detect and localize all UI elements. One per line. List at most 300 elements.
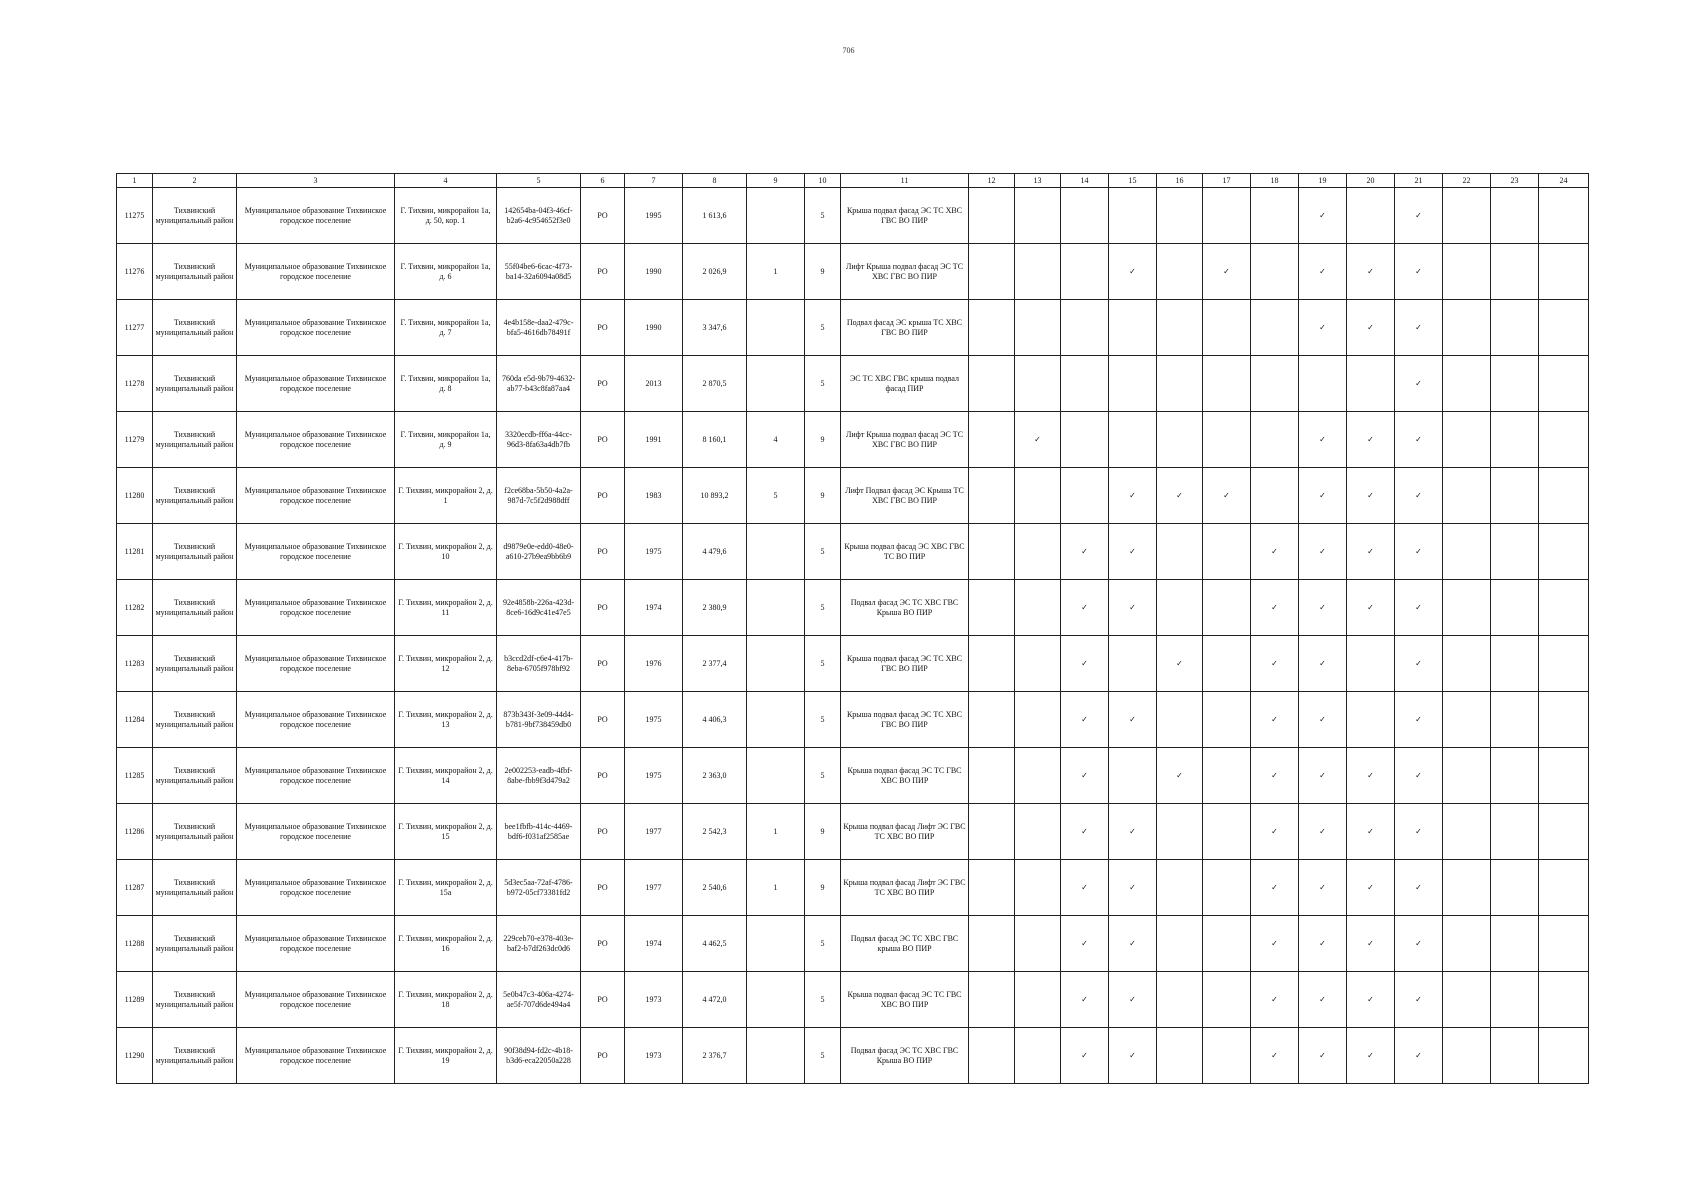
checkmark-icon: ✓ [1395, 636, 1443, 692]
record-number: 11282 [117, 580, 153, 636]
empty-cell [1203, 860, 1251, 916]
column-10-cell: 5 [805, 972, 841, 1028]
empty-cell [1203, 1028, 1251, 1084]
empty-cell [1015, 244, 1061, 300]
empty-cell [1157, 300, 1203, 356]
area-cell: 4 479,6 [683, 524, 747, 580]
table-row [117, 244, 1589, 300]
checkmark-icon: ✓ [1347, 524, 1395, 580]
column-number-header: 19 [1299, 174, 1347, 188]
record-number: 11280 [117, 468, 153, 524]
address-cell: Г. Тихвин, микрорайон 2, д. 19 [395, 1028, 497, 1084]
column-10-cell: 5 [805, 748, 841, 804]
checkmark-icon: ✓ [1299, 860, 1347, 916]
works-list-cell: Крыша подвал фасад ЭС ТС ГВС ХВС ВО ПИР [841, 972, 969, 1028]
checkmark-icon: ✓ [1251, 748, 1299, 804]
record-number: 11279 [117, 412, 153, 468]
checkmark-icon: ✓ [1395, 972, 1443, 1028]
empty-cell [1443, 524, 1491, 580]
column-number-header: 6 [581, 174, 625, 188]
works-list-cell: Крыша подвал фасад ЭС ТС ХВС ГВС ВО ПИР [841, 636, 969, 692]
table-row [117, 412, 1589, 468]
municipality-cell: Муниципальное образование Тихвинское городское поселение [237, 972, 395, 1028]
checkmark-icon: ✓ [1109, 524, 1157, 580]
guid-cell: 55f04be6-6cac-4f73-ba14-32a6094a08d5 [497, 244, 581, 300]
guid-cell: 3320ecdb-ff6a-44cc-96d3-8fa63a4db7fb [497, 412, 581, 468]
municipality-cell: Муниципальное образование Тихвинское городское поселение [237, 580, 395, 636]
table-row [117, 468, 1589, 524]
checkmark-icon: ✓ [1299, 300, 1347, 356]
table-row [117, 916, 1589, 972]
district-cell: Тихвинский муниципальный район [153, 972, 237, 1028]
type-cell: РО [581, 636, 625, 692]
empty-cell [969, 356, 1015, 412]
empty-cell [1491, 300, 1539, 356]
district-cell: Тихвинский муниципальный район [153, 300, 237, 356]
empty-cell [1539, 860, 1589, 916]
column-number-header: 16 [1157, 174, 1203, 188]
area-cell: 2 363,0 [683, 748, 747, 804]
year-cell: 1977 [625, 860, 683, 916]
empty-cell [1539, 804, 1589, 860]
district-cell: Тихвинский муниципальный район [153, 860, 237, 916]
empty-cell [1157, 916, 1203, 972]
empty-cell [1157, 524, 1203, 580]
column-9-cell [747, 1028, 805, 1084]
checkmark-icon: ✓ [1395, 188, 1443, 244]
empty-cell [1443, 244, 1491, 300]
column-9-cell: 4 [747, 412, 805, 468]
district-cell: Тихвинский муниципальный район [153, 468, 237, 524]
year-cell: 1991 [625, 412, 683, 468]
guid-cell: 142654ba-04f3-46cf-b2a6-4c954652f3e0 [497, 188, 581, 244]
address-cell: Г. Тихвин, микрорайон 2, д. 16 [395, 916, 497, 972]
empty-cell [1491, 244, 1539, 300]
empty-cell [1443, 188, 1491, 244]
record-number: 11281 [117, 524, 153, 580]
empty-cell [969, 804, 1015, 860]
record-number: 11287 [117, 860, 153, 916]
column-10-cell: 5 [805, 524, 841, 580]
record-number: 11288 [117, 916, 153, 972]
checkmark-icon: ✓ [1299, 748, 1347, 804]
type-cell: РО [581, 188, 625, 244]
column-9-cell [747, 188, 805, 244]
type-cell: РО [581, 1028, 625, 1084]
address-cell: Г. Тихвин, микрорайон 1а, д. 8 [395, 356, 497, 412]
municipality-cell: Муниципальное образование Тихвинское городское поселение [237, 748, 395, 804]
empty-cell [1015, 916, 1061, 972]
table-row [117, 580, 1589, 636]
empty-cell [1157, 860, 1203, 916]
column-9-cell [747, 692, 805, 748]
checkmark-icon: ✓ [1251, 860, 1299, 916]
checkmark-icon: ✓ [1395, 468, 1443, 524]
district-cell: Тихвинский муниципальный район [153, 524, 237, 580]
empty-cell [1443, 972, 1491, 1028]
guid-cell: 92e4858b-226a-423d-8ce6-16d9c41e47e5 [497, 580, 581, 636]
municipality-cell: Муниципальное образование Тихвинское городское поселение [237, 524, 395, 580]
empty-cell [1157, 692, 1203, 748]
type-cell: РО [581, 916, 625, 972]
area-cell: 4 462,5 [683, 916, 747, 972]
column-10-cell: 9 [805, 412, 841, 468]
empty-cell [1539, 1028, 1589, 1084]
column-number-header: 23 [1491, 174, 1539, 188]
empty-cell [1347, 188, 1395, 244]
type-cell: РО [581, 412, 625, 468]
empty-cell [1203, 188, 1251, 244]
guid-cell: 873b343f-3e09-44d4-b781-9bf738459db0 [497, 692, 581, 748]
works-list-cell: Крыша подвал фасад Лифт ЭС ГВС ТС ХВС ВО ПИР [841, 804, 969, 860]
empty-cell [1491, 524, 1539, 580]
empty-cell [1203, 636, 1251, 692]
checkmark-icon: ✓ [1299, 580, 1347, 636]
checkmark-icon: ✓ [1061, 524, 1109, 580]
municipality-cell: Муниципальное образование Тихвинское городское поселение [237, 300, 395, 356]
empty-cell [1157, 412, 1203, 468]
checkmark-icon: ✓ [1203, 468, 1251, 524]
checkmark-icon: ✓ [1251, 636, 1299, 692]
year-cell: 1974 [625, 580, 683, 636]
column-9-cell [747, 916, 805, 972]
address-cell: Г. Тихвин, микрорайон 2, д. 18 [395, 972, 497, 1028]
empty-cell [1015, 1028, 1061, 1084]
municipality-cell: Муниципальное образование Тихвинское городское поселение [237, 1028, 395, 1084]
empty-cell [1539, 468, 1589, 524]
empty-cell [1347, 636, 1395, 692]
column-number-header: 24 [1539, 174, 1589, 188]
empty-cell [1347, 692, 1395, 748]
address-cell: Г. Тихвин, микрорайон 2, д. 15 [395, 804, 497, 860]
empty-cell [1491, 748, 1539, 804]
guid-cell: 5e0b47c3-406a-4274-ae5f-707d6de494a4 [497, 972, 581, 1028]
empty-cell [1203, 356, 1251, 412]
address-cell: Г. Тихвин, микрорайон 2, д. 14 [395, 748, 497, 804]
table-row [117, 636, 1589, 692]
type-cell: РО [581, 356, 625, 412]
checkmark-icon: ✓ [1109, 860, 1157, 916]
empty-cell [1015, 300, 1061, 356]
empty-cell [1015, 860, 1061, 916]
column-number-header: 8 [683, 174, 747, 188]
municipality-cell: Муниципальное образование Тихвинское городское поселение [237, 188, 395, 244]
checkmark-icon: ✓ [1347, 972, 1395, 1028]
checkmark-icon: ✓ [1299, 804, 1347, 860]
year-cell: 1975 [625, 524, 683, 580]
column-9-cell [747, 580, 805, 636]
empty-cell [1539, 580, 1589, 636]
table-row [117, 860, 1589, 916]
empty-cell [1109, 748, 1157, 804]
empty-cell [1491, 412, 1539, 468]
empty-cell [1443, 748, 1491, 804]
checkmark-icon: ✓ [1061, 1028, 1109, 1084]
column-9-cell: 5 [747, 468, 805, 524]
empty-cell [969, 860, 1015, 916]
checkmark-icon: ✓ [1251, 524, 1299, 580]
empty-cell [1539, 356, 1589, 412]
empty-cell [1491, 1028, 1539, 1084]
housing-registry-table [116, 173, 1589, 1084]
district-cell: Тихвинский муниципальный район [153, 804, 237, 860]
area-cell: 2 380,9 [683, 580, 747, 636]
empty-cell [1491, 636, 1539, 692]
checkmark-icon: ✓ [1395, 1028, 1443, 1084]
empty-cell [1109, 636, 1157, 692]
empty-cell [1491, 188, 1539, 244]
guid-cell: 4e4b158e-daa2-479c-bfa5-4616db78491f [497, 300, 581, 356]
column-9-cell [747, 300, 805, 356]
area-cell: 8 160,1 [683, 412, 747, 468]
year-cell: 2013 [625, 356, 683, 412]
checkmark-icon: ✓ [1299, 692, 1347, 748]
checkmark-icon: ✓ [1395, 860, 1443, 916]
year-cell: 1973 [625, 972, 683, 1028]
type-cell: РО [581, 580, 625, 636]
empty-cell [1251, 244, 1299, 300]
year-cell: 1990 [625, 244, 683, 300]
guid-cell: 2e002253-eadb-4fbf-8abe-fbb9f3d479a2 [497, 748, 581, 804]
checkmark-icon: ✓ [1251, 804, 1299, 860]
checkmark-icon: ✓ [1299, 972, 1347, 1028]
district-cell: Тихвинский муниципальный район [153, 636, 237, 692]
checkmark-icon: ✓ [1157, 636, 1203, 692]
checkmark-icon: ✓ [1395, 412, 1443, 468]
empty-cell [1539, 916, 1589, 972]
empty-cell [1539, 524, 1589, 580]
empty-cell [969, 580, 1015, 636]
checkmark-icon: ✓ [1109, 916, 1157, 972]
area-cell: 2 377,4 [683, 636, 747, 692]
empty-cell [969, 1028, 1015, 1084]
empty-cell [969, 300, 1015, 356]
checkmark-icon: ✓ [1395, 524, 1443, 580]
checkmark-icon: ✓ [1299, 412, 1347, 468]
empty-cell [1109, 300, 1157, 356]
empty-cell [1347, 356, 1395, 412]
table-row [117, 300, 1589, 356]
empty-cell [1251, 356, 1299, 412]
checkmark-icon: ✓ [1109, 468, 1157, 524]
record-number: 11275 [117, 188, 153, 244]
column-10-cell: 9 [805, 468, 841, 524]
empty-cell [1203, 412, 1251, 468]
checkmark-icon: ✓ [1395, 356, 1443, 412]
checkmark-icon: ✓ [1395, 748, 1443, 804]
checkmark-icon: ✓ [1203, 244, 1251, 300]
column-number-header: 1 [117, 174, 153, 188]
empty-cell [1443, 916, 1491, 972]
empty-cell [1443, 636, 1491, 692]
empty-cell [1157, 356, 1203, 412]
column-number-row [117, 174, 1589, 188]
empty-cell [1491, 916, 1539, 972]
area-cell: 1 613,6 [683, 188, 747, 244]
column-number-header: 15 [1109, 174, 1157, 188]
empty-cell [1491, 356, 1539, 412]
checkmark-icon: ✓ [1061, 580, 1109, 636]
empty-cell [1539, 636, 1589, 692]
empty-cell [969, 636, 1015, 692]
column-9-cell: 1 [747, 244, 805, 300]
empty-cell [1299, 356, 1347, 412]
year-cell: 1974 [625, 916, 683, 972]
checkmark-icon: ✓ [1299, 244, 1347, 300]
checkmark-icon: ✓ [1395, 692, 1443, 748]
address-cell: Г. Тихвин, микрорайон 2, д. 10 [395, 524, 497, 580]
checkmark-icon: ✓ [1299, 916, 1347, 972]
empty-cell [1015, 524, 1061, 580]
table-row [117, 524, 1589, 580]
page-number: 706 [842, 46, 855, 55]
municipality-cell: Муниципальное образование Тихвинское городское поселение [237, 916, 395, 972]
column-10-cell: 5 [805, 356, 841, 412]
checkmark-icon: ✓ [1109, 692, 1157, 748]
checkmark-icon: ✓ [1347, 244, 1395, 300]
works-list-cell: Крыша подвал фасад ЭС ХВС ГВС ТС ВО ПИР [841, 524, 969, 580]
record-number: 11277 [117, 300, 153, 356]
district-cell: Тихвинский муниципальный район [153, 1028, 237, 1084]
empty-cell [1061, 244, 1109, 300]
column-10-cell: 5 [805, 636, 841, 692]
empty-cell [1015, 748, 1061, 804]
checkmark-icon: ✓ [1347, 916, 1395, 972]
checkmark-icon: ✓ [1061, 916, 1109, 972]
area-cell: 4 472,0 [683, 972, 747, 1028]
empty-cell [1061, 188, 1109, 244]
empty-cell [1061, 300, 1109, 356]
municipality-cell: Муниципальное образование Тихвинское городское поселение [237, 860, 395, 916]
checkmark-icon: ✓ [1157, 468, 1203, 524]
empty-cell [1203, 972, 1251, 1028]
works-list-cell: Лифт Крыша подвал фасад ЭС ТС ХВС ГВС ВО ПИР [841, 244, 969, 300]
district-cell: Тихвинский муниципальный район [153, 580, 237, 636]
empty-cell [969, 692, 1015, 748]
table-row [117, 1028, 1589, 1084]
empty-cell [1539, 244, 1589, 300]
empty-cell [1539, 188, 1589, 244]
address-cell: Г. Тихвин, микрорайон 2, д. 12 [395, 636, 497, 692]
column-number-header: 3 [237, 174, 395, 188]
empty-cell [1157, 1028, 1203, 1084]
column-10-cell: 5 [805, 692, 841, 748]
checkmark-icon: ✓ [1109, 1028, 1157, 1084]
column-10-cell: 9 [805, 804, 841, 860]
table-row [117, 972, 1589, 1028]
empty-cell [1203, 524, 1251, 580]
empty-cell [969, 916, 1015, 972]
record-number: 11278 [117, 356, 153, 412]
record-number: 11286 [117, 804, 153, 860]
year-cell: 1995 [625, 188, 683, 244]
district-cell: Тихвинский муниципальный район [153, 356, 237, 412]
column-10-cell: 5 [805, 188, 841, 244]
checkmark-icon: ✓ [1347, 468, 1395, 524]
empty-cell [1015, 188, 1061, 244]
checkmark-icon: ✓ [1347, 1028, 1395, 1084]
checkmark-icon: ✓ [1251, 580, 1299, 636]
municipality-cell: Муниципальное образование Тихвинское городское поселение [237, 636, 395, 692]
empty-cell [1251, 188, 1299, 244]
checkmark-icon: ✓ [1347, 412, 1395, 468]
empty-cell [1539, 692, 1589, 748]
column-number-header: 21 [1395, 174, 1443, 188]
checkmark-icon: ✓ [1347, 804, 1395, 860]
table-row [117, 804, 1589, 860]
empty-cell [969, 972, 1015, 1028]
area-cell: 4 406,3 [683, 692, 747, 748]
works-list-cell: Подвал фасад ЭС крыша ТС ХВС ГВС ВО ПИР [841, 300, 969, 356]
type-cell: РО [581, 244, 625, 300]
checkmark-icon: ✓ [1251, 972, 1299, 1028]
address-cell: Г. Тихвин, микрорайон 1а, д. 7 [395, 300, 497, 356]
column-10-cell: 5 [805, 916, 841, 972]
checkmark-icon: ✓ [1347, 748, 1395, 804]
checkmark-icon: ✓ [1347, 580, 1395, 636]
checkmark-icon: ✓ [1395, 300, 1443, 356]
area-cell: 2 870,5 [683, 356, 747, 412]
record-number: 11284 [117, 692, 153, 748]
year-cell: 1976 [625, 636, 683, 692]
works-list-cell: ЭС ТС ХВС ГВС крыша подвал фасад ПИР [841, 356, 969, 412]
empty-cell [1157, 244, 1203, 300]
empty-cell [1251, 300, 1299, 356]
type-cell: РО [581, 468, 625, 524]
year-cell: 1990 [625, 300, 683, 356]
checkmark-icon: ✓ [1299, 468, 1347, 524]
empty-cell [1251, 412, 1299, 468]
type-cell: РО [581, 748, 625, 804]
empty-cell [969, 748, 1015, 804]
empty-cell [1203, 692, 1251, 748]
empty-cell [969, 244, 1015, 300]
checkmark-icon: ✓ [1251, 692, 1299, 748]
checkmark-icon: ✓ [1299, 188, 1347, 244]
empty-cell [1109, 412, 1157, 468]
empty-cell [1157, 188, 1203, 244]
guid-cell: d9879e0e-edd0-48e0-a610-27b9ea9bb6b9 [497, 524, 581, 580]
empty-cell [1109, 356, 1157, 412]
year-cell: 1975 [625, 748, 683, 804]
empty-cell [1109, 188, 1157, 244]
empty-cell [1203, 300, 1251, 356]
checkmark-icon: ✓ [1061, 972, 1109, 1028]
works-list-cell: Крыша подвал фасад ЭС ТС ХВС ГВС ВО ПИР [841, 692, 969, 748]
address-cell: Г. Тихвин, микрорайон 2, д. 11 [395, 580, 497, 636]
column-number-header: 11 [841, 174, 969, 188]
area-cell: 3 347,6 [683, 300, 747, 356]
type-cell: РО [581, 804, 625, 860]
column-10-cell: 5 [805, 1028, 841, 1084]
guid-cell: 5d3ec5aa-72af-4786-b972-05cf73381fd2 [497, 860, 581, 916]
checkmark-icon: ✓ [1395, 244, 1443, 300]
checkmark-icon: ✓ [1061, 692, 1109, 748]
column-number-header: 13 [1015, 174, 1061, 188]
area-cell: 2 376,7 [683, 1028, 747, 1084]
checkmark-icon: ✓ [1299, 1028, 1347, 1084]
municipality-cell: Муниципальное образование Тихвинское городское поселение [237, 244, 395, 300]
empty-cell [969, 188, 1015, 244]
year-cell: 1977 [625, 804, 683, 860]
empty-cell [1491, 692, 1539, 748]
works-list-cell: Подвал фасад ЭС ТС ХВС ГВС Крыша ВО ПИР [841, 1028, 969, 1084]
empty-cell [969, 468, 1015, 524]
checkmark-icon: ✓ [1061, 748, 1109, 804]
column-9-cell: 1 [747, 804, 805, 860]
district-cell: Тихвинский муниципальный район [153, 916, 237, 972]
column-number-header: 7 [625, 174, 683, 188]
